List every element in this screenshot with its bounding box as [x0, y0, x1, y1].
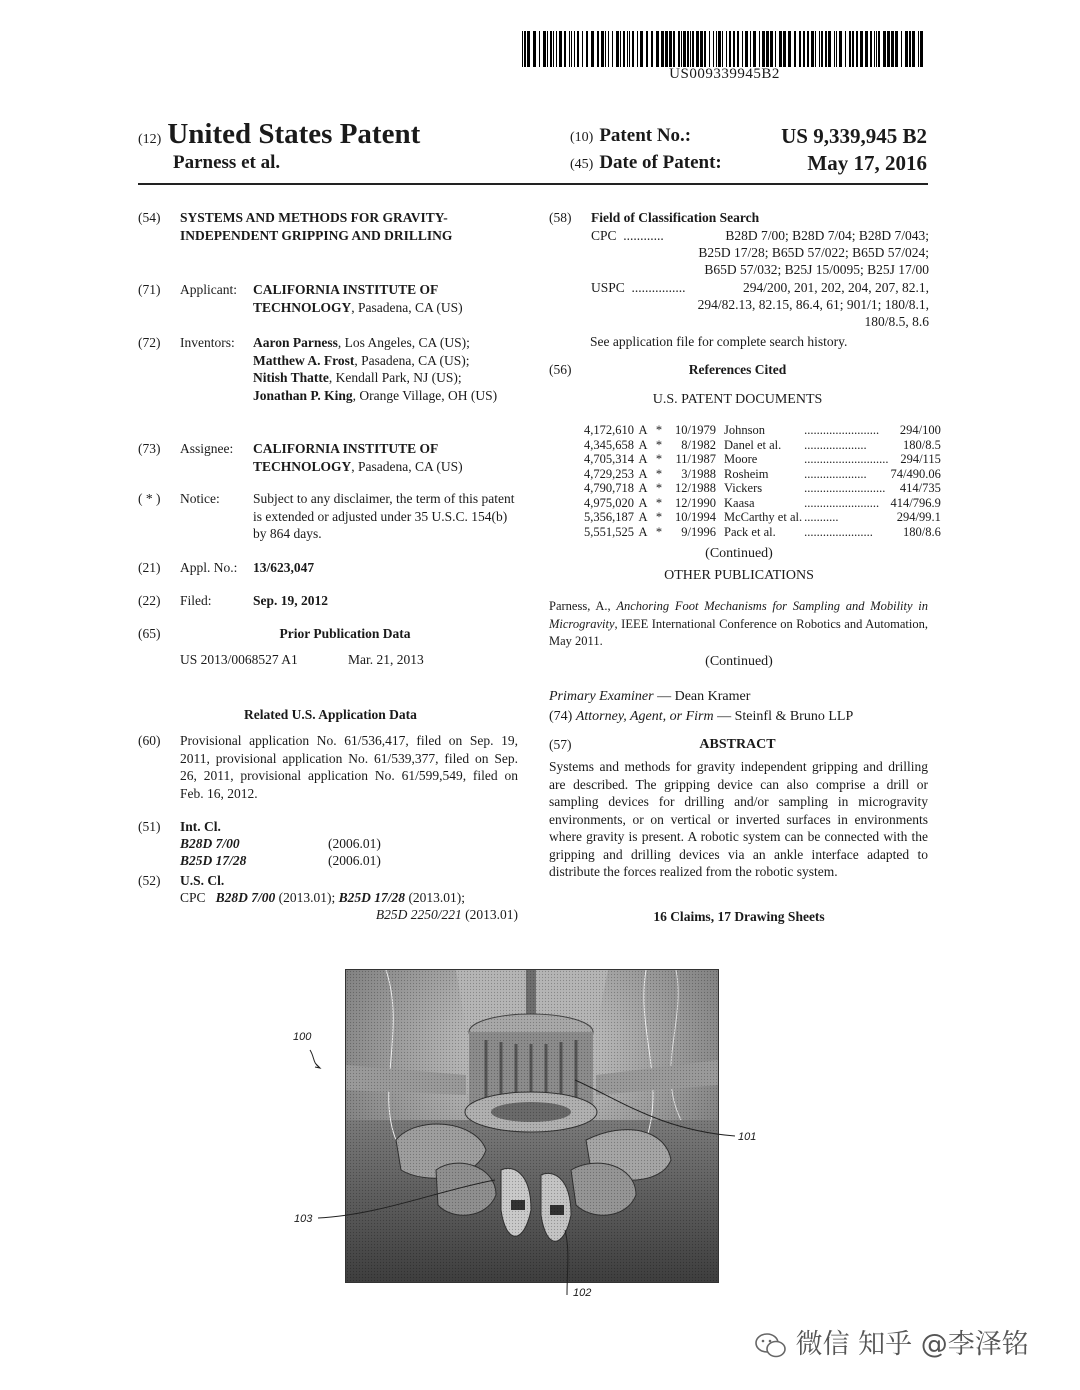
watermark: 微信 知乎 @李泽铭: [755, 1322, 1029, 1361]
barcode-bar: [860, 31, 863, 67]
barcode-bar: [524, 31, 526, 67]
ref-label-101: 101: [738, 1131, 757, 1143]
barcode: [522, 31, 927, 67]
field-71-applicant: (71) Applicant: CALIFORNIA INSTITUTE OF TECHNOLOGY, Pasadena, CA (US): [138, 282, 463, 315]
patent-number: US 9,339,945 B2: [781, 124, 927, 148]
reference-star: *: [655, 510, 663, 524]
barcode-bar: [629, 31, 630, 67]
reference-kind: A: [638, 466, 648, 481]
field-notice: ( * ) Notice: Subject to any disclaimer, the term of this patent is extended or adjusted under 35 U.S.C. 154(b) by 864 days.: [138, 491, 515, 541]
barcode-bar: [883, 31, 886, 67]
barcode-bar: [577, 31, 579, 67]
barcode-bar: [856, 31, 858, 67]
barcode-bar: [574, 31, 575, 67]
barcode-bar: [828, 31, 831, 67]
barcode-bar: [803, 31, 805, 67]
primary-examiner: Primary Examiner — Dean Kramer: [549, 689, 751, 704]
reference-dots: ..........................: [804, 481, 886, 495]
reference-kind: A: [638, 524, 648, 539]
reference-cls: 74/490.06: [890, 466, 941, 481]
attorney: (74) Attorney, Agent, or Firm — Steinfl & Bruno LLP: [549, 709, 854, 724]
barcode-bar: [608, 31, 609, 67]
reference-star: *: [655, 437, 663, 452]
barcode-bar: [788, 31, 791, 67]
barcode-bar: [865, 31, 868, 67]
barcode-bar: [716, 31, 717, 67]
barcode-bar: [849, 31, 851, 67]
barcode-bar: [775, 31, 776, 67]
barcode-bar: [683, 31, 686, 67]
reference-kind: A: [638, 481, 648, 495]
references-cited-heading: References Cited: [688, 362, 787, 377]
see-application-note: See application file for complete search history.: [590, 334, 848, 349]
reference-date: 12/1990: [675, 495, 716, 510]
reference-name: McCarthy et al.: [724, 510, 803, 524]
reference-dots: ....................: [804, 437, 867, 452]
reference-kind: A: [638, 423, 648, 437]
reference-row: [580, 510, 941, 525]
field-65-prior-publication: (65) Prior Publication Data US 2013/0068527 A1 Mar. 21, 2013: [138, 626, 424, 667]
reference-no: 4,172,610: [584, 423, 634, 437]
reference-date: 12/1988: [675, 481, 716, 495]
barcode-bar: [878, 31, 880, 67]
barcode-bar: [779, 31, 782, 67]
barcode-bar: [713, 31, 714, 67]
reference-dots: ....................: [804, 466, 867, 481]
barcode-bar: [681, 31, 682, 67]
reference-row: [580, 438, 941, 453]
reference-kind: A: [638, 495, 648, 510]
barcode-bar: [733, 31, 735, 67]
barcode-bar: [620, 31, 621, 67]
barcode-bar: [836, 31, 837, 67]
barcode-bar: [696, 31, 699, 67]
field-51-int-cl: (51) Int. Cl. B28D 7/00 (2006.01) B25D 17/28 (2006.01): [138, 819, 381, 868]
barcode-bar: [605, 31, 606, 67]
references-continued: (Continued): [705, 546, 773, 561]
barcode-bar: [533, 31, 536, 67]
reference-date: 8/1982: [681, 437, 716, 452]
barcode-bar: [901, 31, 902, 67]
patent-date: May 17, 2016: [807, 151, 927, 175]
barcode-bar: [852, 31, 854, 67]
barcode-bar: [661, 31, 664, 67]
barcode-bar: [912, 31, 915, 67]
us-patent-documents-heading: U.S. PATENT DOCUMENTS: [652, 392, 823, 407]
reference-dots: ...........................: [804, 452, 889, 466]
reference-date: 10/1979: [675, 423, 716, 437]
reference-row: [580, 496, 941, 511]
reference-no: 4,729,253: [584, 466, 634, 481]
barcode-bar: [709, 31, 710, 67]
barcode-bar: [690, 31, 691, 67]
reference-cls: 414/735: [899, 481, 941, 495]
reference-row: [580, 525, 941, 540]
barcode-bar: [811, 31, 814, 67]
reference-row: [580, 481, 941, 496]
claims-summary: 16 Claims, 17 Drawing Sheets: [653, 909, 825, 924]
barcode-bar: [591, 31, 594, 67]
barcode-bar: [819, 31, 820, 67]
reference-no: 4,705,314: [584, 452, 634, 466]
barcode-bar: [627, 31, 628, 67]
reference-star: *: [655, 452, 663, 466]
barcode-bar: [722, 31, 723, 67]
reference-name: Kaasa: [724, 495, 755, 510]
barcode-bar: [759, 31, 760, 67]
reference-no: 4,975,020: [584, 495, 634, 510]
barcode-bar: [556, 31, 557, 67]
patent-no-label: (10) Patent No.:: [570, 125, 692, 146]
reference-cls: 414/796.9: [890, 495, 941, 510]
barcode-bar: [543, 31, 546, 67]
reference-date: 9/1996: [681, 524, 716, 539]
barcode-bar: [539, 31, 540, 67]
header-divider: [138, 183, 928, 185]
ref-label-103: 103: [294, 1213, 313, 1225]
barcode-bar: [794, 31, 796, 67]
publication-entry: Parness, A., Anchoring Foot Mechanisms for Sampling and Mobility in Microgravity, IEEE International Conference on Robotics and Automation, May 2011.: [549, 599, 928, 648]
reference-dots: ........................: [804, 423, 880, 437]
reference-date: 3/1988: [681, 466, 716, 481]
barcode-bar: [646, 31, 648, 67]
barcode-bar: [870, 31, 872, 67]
barcode-bar: [821, 31, 823, 67]
field-60-provisional: (60) Provisional application No. 61/536,417, filed on Sep. 19, 2011, provisional application No. 61/539,377, filed on Sep. 26, 2011, provisional application No. 61/599,549, filed on Feb. 16, 2012.: [138, 733, 518, 801]
field-54-title: (54) SYSTEMS AND METHODS FOR GRAVITY-INDEPENDENT GRIPPING AND DRILLING: [138, 210, 453, 243]
figure-leader-lines: [280, 1020, 780, 1320]
barcode-bar: [753, 31, 756, 67]
ref-label-102: 102: [573, 1287, 592, 1299]
barcode-bar: [895, 31, 898, 67]
barcode-bar: [834, 31, 835, 67]
barcode-bar: [704, 31, 706, 67]
reference-no: 5,356,187: [584, 510, 634, 524]
references-table: [580, 423, 941, 539]
field-56-code: (56): [549, 362, 572, 377]
barcode-bar: [770, 31, 773, 67]
reference-row: [580, 452, 941, 467]
barcode-bar: [669, 31, 672, 67]
barcode-bar: [673, 31, 675, 67]
barcode-bar: [553, 31, 554, 67]
field-72-inventors: (72) Inventors: Aaron Parness, Los Angeles, CA (US); Matthew A. Frost, Pasadena, CA (US); Nitish Thatte, Kendall Park, NJ (US); Jonathan P. King, Orange Village, OH (US): [138, 335, 498, 403]
reference-date: 11/1987: [675, 452, 716, 466]
related-app-heading: Related U.S. Application Data: [244, 707, 417, 722]
barcode-bar: [687, 31, 689, 67]
barcode-bar: [918, 31, 919, 67]
barcode-bar: [612, 31, 613, 67]
patent-date-label: (45) Date of Patent:: [570, 152, 722, 173]
reference-cls: 294/99.1: [896, 510, 941, 524]
barcode-bar: [874, 31, 875, 67]
barcode-bar: [891, 31, 894, 67]
barcode-bar: [742, 31, 743, 67]
barcode-bar: [527, 31, 530, 67]
reference-kind: A: [638, 510, 648, 524]
barcode-bar: [905, 31, 908, 67]
barcode-bar: [569, 31, 570, 67]
reference-name: Rosheim: [724, 466, 769, 481]
reference-dots: ......................: [804, 524, 873, 539]
barcode-bar: [550, 31, 552, 67]
field-52-us-cl: (52) U.S. Cl. CPC B28D 7/00 (2013.01); B25D 17/28 (2013.01); B25D 2250/221 (2013.01): [138, 873, 518, 922]
barcode-bar: [839, 31, 842, 67]
reference-name: Vickers: [724, 481, 763, 495]
barcode-bar: [623, 31, 625, 67]
barcode-bar: [547, 31, 548, 67]
reference-name: Johnson: [724, 423, 765, 437]
reference-kind: A: [638, 437, 648, 452]
barcode-bar: [815, 31, 816, 67]
barcode-bar: [651, 31, 653, 67]
abstract-text: Systems and methods for gravity independent gripping and drilling are described. The gripping device can also comprise a drill or sampling devices for drilling and/or sampling in microgravity environments, or on vertical or inverted surfaces in environments where gravity is present. A robotic system can be connected with the gripping and drilling devices via an ankle interface adapted to distribute the forces realized from the robotic system.: [549, 759, 928, 879]
barcode-bar: [597, 31, 599, 67]
barcode-bar: [692, 31, 694, 67]
barcode-bar: [766, 31, 769, 67]
barcode-bar: [678, 31, 680, 67]
reference-no: 4,345,658: [584, 437, 634, 452]
barcode-bar: [665, 31, 668, 67]
publications-continued: (Continued): [705, 654, 773, 669]
reference-row: [580, 467, 941, 482]
barcode-bar: [700, 31, 703, 67]
barcode-bar: [586, 31, 588, 67]
reference-kind: A: [638, 452, 648, 466]
barcode-bar: [799, 31, 801, 67]
barcode-number: US009339945B2: [669, 66, 780, 82]
barcode-bar: [726, 31, 727, 67]
barcode-bar: [601, 31, 604, 67]
barcode-bar: [750, 31, 751, 67]
barcode-bar: [745, 31, 748, 67]
barcode-bar: [522, 31, 523, 67]
reference-star: *: [655, 466, 663, 481]
barcode-bar: [876, 31, 877, 67]
reference-cls: 180/8.5: [902, 437, 941, 452]
field-73-assignee: (73) Assignee: CALIFORNIA INSTITUTE OF TECHNOLOGY, Pasadena, CA (US): [138, 441, 463, 474]
barcode-bar: [632, 31, 634, 67]
wechat-icon: [755, 1332, 787, 1360]
reference-name: Danel et al.: [724, 437, 782, 452]
barcode-bar: [887, 31, 890, 67]
barcode-bar: [656, 31, 659, 67]
reference-star: *: [655, 423, 663, 437]
reference-cls: 180/8.6: [902, 524, 941, 539]
barcode-bar: [637, 31, 638, 67]
barcode-bar: [762, 31, 765, 67]
barcode-bar: [564, 31, 566, 67]
barcode-bar: [559, 31, 562, 67]
reference-name: Moore: [724, 452, 758, 466]
abstract-heading: ABSTRACT: [699, 737, 776, 752]
reference-date: 10/1994: [675, 510, 716, 524]
reference-star: *: [655, 524, 663, 539]
barcode-bar: [783, 31, 786, 67]
barcode-bar: [845, 31, 846, 67]
field-22-filed: (22) Filed: Sep. 19, 2012: [138, 593, 329, 608]
barcode-bar: [582, 31, 583, 67]
reference-dots: ...........: [804, 510, 839, 524]
field-57-code: (57): [549, 737, 572, 752]
reference-dots: ........................: [804, 495, 880, 510]
authors: Parness et al.: [173, 152, 281, 173]
field-21-appl-no: (21) Appl. No.: 13/623,047: [138, 560, 315, 575]
barcode-bar: [825, 31, 827, 67]
barcode-bar: [737, 31, 739, 67]
reference-cls: 294/115: [900, 452, 941, 466]
barcode-bar: [920, 31, 923, 67]
barcode-bar: [616, 31, 619, 67]
barcode-bar: [640, 31, 643, 67]
barcode-bar: [807, 31, 809, 67]
reference-no: 4,790,718: [584, 481, 634, 495]
reference-star: *: [655, 495, 663, 510]
reference-name: Pack et al.: [724, 524, 776, 539]
barcode-bar: [909, 31, 911, 67]
reference-row: [580, 423, 941, 438]
field-58-classification: (58) Field of Classification Search CPC ............ B28D 7/00; B28D 7/04; B28D 7/043; B25D 17/28; B65D 57/022; B65D 57/024; B65D 57/032; B25J 15/0095; B25J 17/00 USPC ................ 294/200, 201, 202, 204, 207, 82.1, 294/82.13, 82.15, 86.4, 61; 901/1; 180/8.1, 180/8.5, 8.6: [549, 210, 929, 329]
reference-no: 5,551,525: [584, 524, 634, 539]
barcode-bar: [718, 31, 721, 67]
ref-label-100: 100: [293, 1031, 312, 1043]
barcode-bar: [729, 31, 731, 67]
reference-cls: 294/100: [899, 423, 941, 437]
other-publications-heading: OTHER PUBLICATIONS: [664, 568, 814, 583]
barcode-bar: [571, 31, 572, 67]
reference-star: *: [655, 481, 663, 495]
patent-title-heading: (12) United States Patent: [138, 118, 421, 150]
